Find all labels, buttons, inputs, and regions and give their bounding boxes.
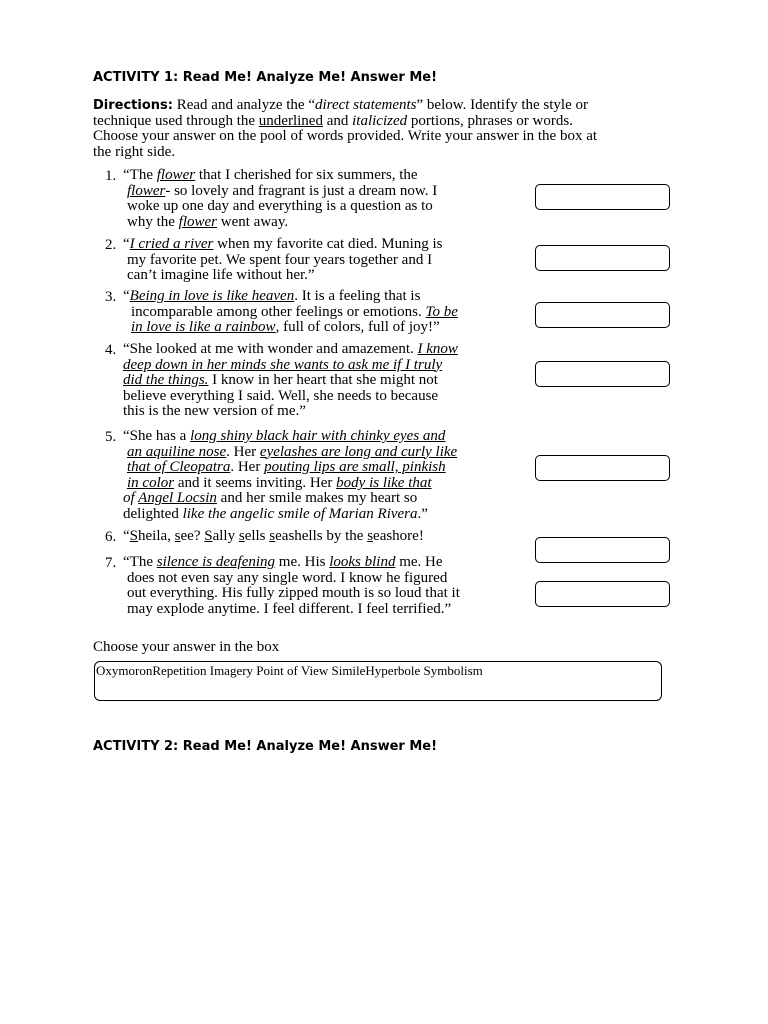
item-3-text (123, 289, 458, 336)
answer-box-5[interactable] (535, 455, 670, 481)
underlined-letter: s (174, 528, 181, 544)
answer-box-3[interactable] (535, 302, 670, 328)
item-1-number: 1. (105, 168, 117, 184)
underlined-italic-phrase: an aquiline nose (127, 443, 227, 460)
item-7-text (123, 555, 460, 617)
directions-line-4: the right side. (93, 143, 176, 160)
text-span: “ (123, 236, 130, 252)
underlined-letter: S (129, 528, 139, 544)
directions-label: Directions: (93, 98, 173, 113)
text-span: I know in her heart that she might not (208, 372, 438, 389)
directions-underlined: underlined (258, 112, 323, 129)
text-span: ally (212, 528, 239, 544)
activity-1-title: ACTIVITY 1: Read Me! Analyze Me! Answer Me! (93, 70, 438, 85)
text-span: me. His (275, 554, 330, 570)
item-2-line: can’t imagine life without her.” (127, 267, 315, 284)
activity-2-title: ACTIVITY 2: Read Me! Analyze Me! Answer Me! (93, 739, 438, 754)
text-span: went away. (217, 213, 289, 230)
underlined-letter: s (238, 528, 245, 544)
item-1-line (123, 184, 437, 200)
text-span: “She looked at me with wonder and amazement. (123, 341, 418, 357)
item-5-line (123, 491, 457, 507)
word-pool-box (94, 661, 662, 701)
directions-text: and (322, 112, 353, 129)
underlined-italic-phrase: that of Cleopatra (127, 459, 231, 476)
directions-text: ” below. Identify the style or (416, 97, 588, 113)
item-6-text (123, 529, 424, 545)
underlined-italic-phrase: looks blind (329, 554, 396, 570)
item-5-text (123, 429, 457, 523)
text-span: . Her (226, 443, 260, 460)
directions-paragraph (93, 98, 673, 160)
directions-italic: italicized (352, 112, 408, 129)
directions-line-1 (93, 98, 673, 114)
item-7-line (123, 555, 460, 571)
item-2-text (123, 237, 443, 284)
item-3-number: 3. (105, 289, 117, 305)
item-2-number: 2. (105, 237, 117, 253)
underlined-italic-phrase: flower (178, 213, 218, 230)
underlined-italic-phrase: To be (425, 303, 458, 320)
answer-box-7[interactable] (535, 581, 670, 607)
item-4-text (123, 342, 458, 420)
text-span: “ (123, 528, 130, 544)
item-5-line (123, 445, 457, 461)
directions-text: technique used through the (93, 112, 259, 129)
item-4-line (123, 342, 458, 358)
item-4-line (123, 358, 458, 374)
underlined-italic-phrase: deep down in her minds she wants to ask me if I truly (123, 356, 443, 373)
text-span: why the (127, 213, 179, 230)
text-span: , full of colors, full of joy!” (275, 319, 440, 336)
text-span: .” (417, 505, 428, 522)
underlined-letter: S (204, 528, 213, 544)
underlined-italic-phrase: flower (156, 167, 196, 183)
underlined-letter: s (269, 528, 276, 544)
item-7-line: may explode anytime. I feel different. I feel terrified.” (127, 600, 452, 617)
text-span: that I cherished for six summers, the (195, 167, 418, 183)
item-3-line (123, 305, 458, 321)
item-5-line (123, 476, 457, 492)
text-span: “ (123, 288, 130, 304)
text-span: - so lovely and fragrant is just a dream now. I (165, 182, 438, 199)
underlined-italic-phrase: flower (127, 182, 166, 199)
item-6-number: 6. (105, 529, 117, 545)
item-7-number: 7. (105, 555, 117, 571)
answer-box-1[interactable] (535, 184, 670, 210)
underlined-italic-phrase: Angel Locsin (138, 490, 217, 507)
underlined-italic-phrase: long shiny black hair with chinky eyes and (190, 428, 446, 444)
text-span: and her smile makes my heart so (216, 490, 418, 507)
underlined-italic-phrase: I cried a river (129, 236, 214, 252)
text-span: eashore! (373, 528, 424, 544)
underlined-italic-phrase: in color (127, 474, 175, 491)
directions-italic: direct statements (315, 97, 417, 113)
text-span: “She has a (123, 428, 191, 444)
text-span: “The (123, 554, 157, 570)
item-6-line (123, 529, 424, 545)
item-4-line (123, 373, 458, 389)
item-3-line (123, 320, 458, 336)
text-span: when my favorite cat died. Muning is (213, 236, 443, 252)
item-7-line: out everything. His fully zipped mouth is so loud that it (127, 585, 460, 602)
underlined-italic-phrase: body is like that (336, 474, 432, 491)
text-span: incomparable among other feelings or emotions. (131, 303, 426, 320)
item-7-line: does not even say any single word. I know he figured (127, 569, 448, 586)
item-1-line: woke up one day and everything is a question as to (127, 198, 433, 215)
text-span: . It is a feeling that is (294, 288, 421, 304)
text-span: delighted (123, 505, 183, 522)
text-span: and it seems inviting. Her (174, 474, 337, 491)
item-1-text (123, 168, 437, 230)
underlined-italic-phrase: did the things. (123, 372, 209, 389)
directions-line-3: Choose your answer on the pool of words provided. Write your answer in the box at (93, 128, 598, 145)
directions-line-2 (93, 114, 673, 130)
item-1-line (123, 215, 437, 231)
item-3-line (123, 289, 458, 305)
directions-text: Read and analyze the “ (176, 97, 315, 113)
italic-text: of (123, 490, 139, 507)
answer-box-4[interactable] (535, 361, 670, 387)
answer-box-2[interactable] (535, 245, 670, 271)
pool-label: Choose your answer in the box (93, 639, 280, 655)
underlined-italic-phrase: eyelashes are long and curly like (259, 443, 458, 460)
text-span: . Her (230, 459, 265, 476)
item-4-line: believe everything I said. Well, she needs to because (123, 387, 439, 404)
item-4-number: 4. (105, 342, 117, 358)
item-2-line: my favorite pet. We spent four years together and I (127, 251, 433, 268)
text-span: ee? (180, 528, 205, 544)
underlined-italic-phrase: I know (417, 341, 458, 357)
text-span: heila, (138, 528, 175, 544)
item-1-line (123, 168, 437, 184)
item-5-line (123, 460, 457, 476)
underlined-letter: s (367, 528, 374, 544)
item-2-line (123, 237, 443, 253)
underlined-italic-phrase: Being in love is like heaven (129, 288, 295, 304)
answer-box-6[interactable] (535, 537, 670, 563)
directions-text: portions, phrases or words. (407, 112, 573, 129)
text-span: eashells by the (275, 528, 368, 544)
text-span: ells (244, 528, 270, 544)
word-pool-words: OxymoronRepetition Imagery Point of View SimileHyperbole Symbolism (96, 663, 483, 678)
text-span: me. He (395, 554, 443, 570)
underlined-italic-phrase: silence is deafening (156, 554, 276, 570)
item-5-number: 5. (105, 429, 117, 445)
item-5-line (123, 429, 457, 445)
item-4-line: this is the new version of me.” (123, 403, 306, 420)
underlined-italic-phrase: in love is like a rainbow (131, 319, 276, 336)
text-span: “The (123, 167, 157, 183)
italic-phrase: like the angelic smile of Marian Rivera (182, 505, 418, 522)
item-5-line (123, 507, 457, 523)
underlined-italic-phrase: pouting lips are small, pinkish (264, 459, 446, 476)
